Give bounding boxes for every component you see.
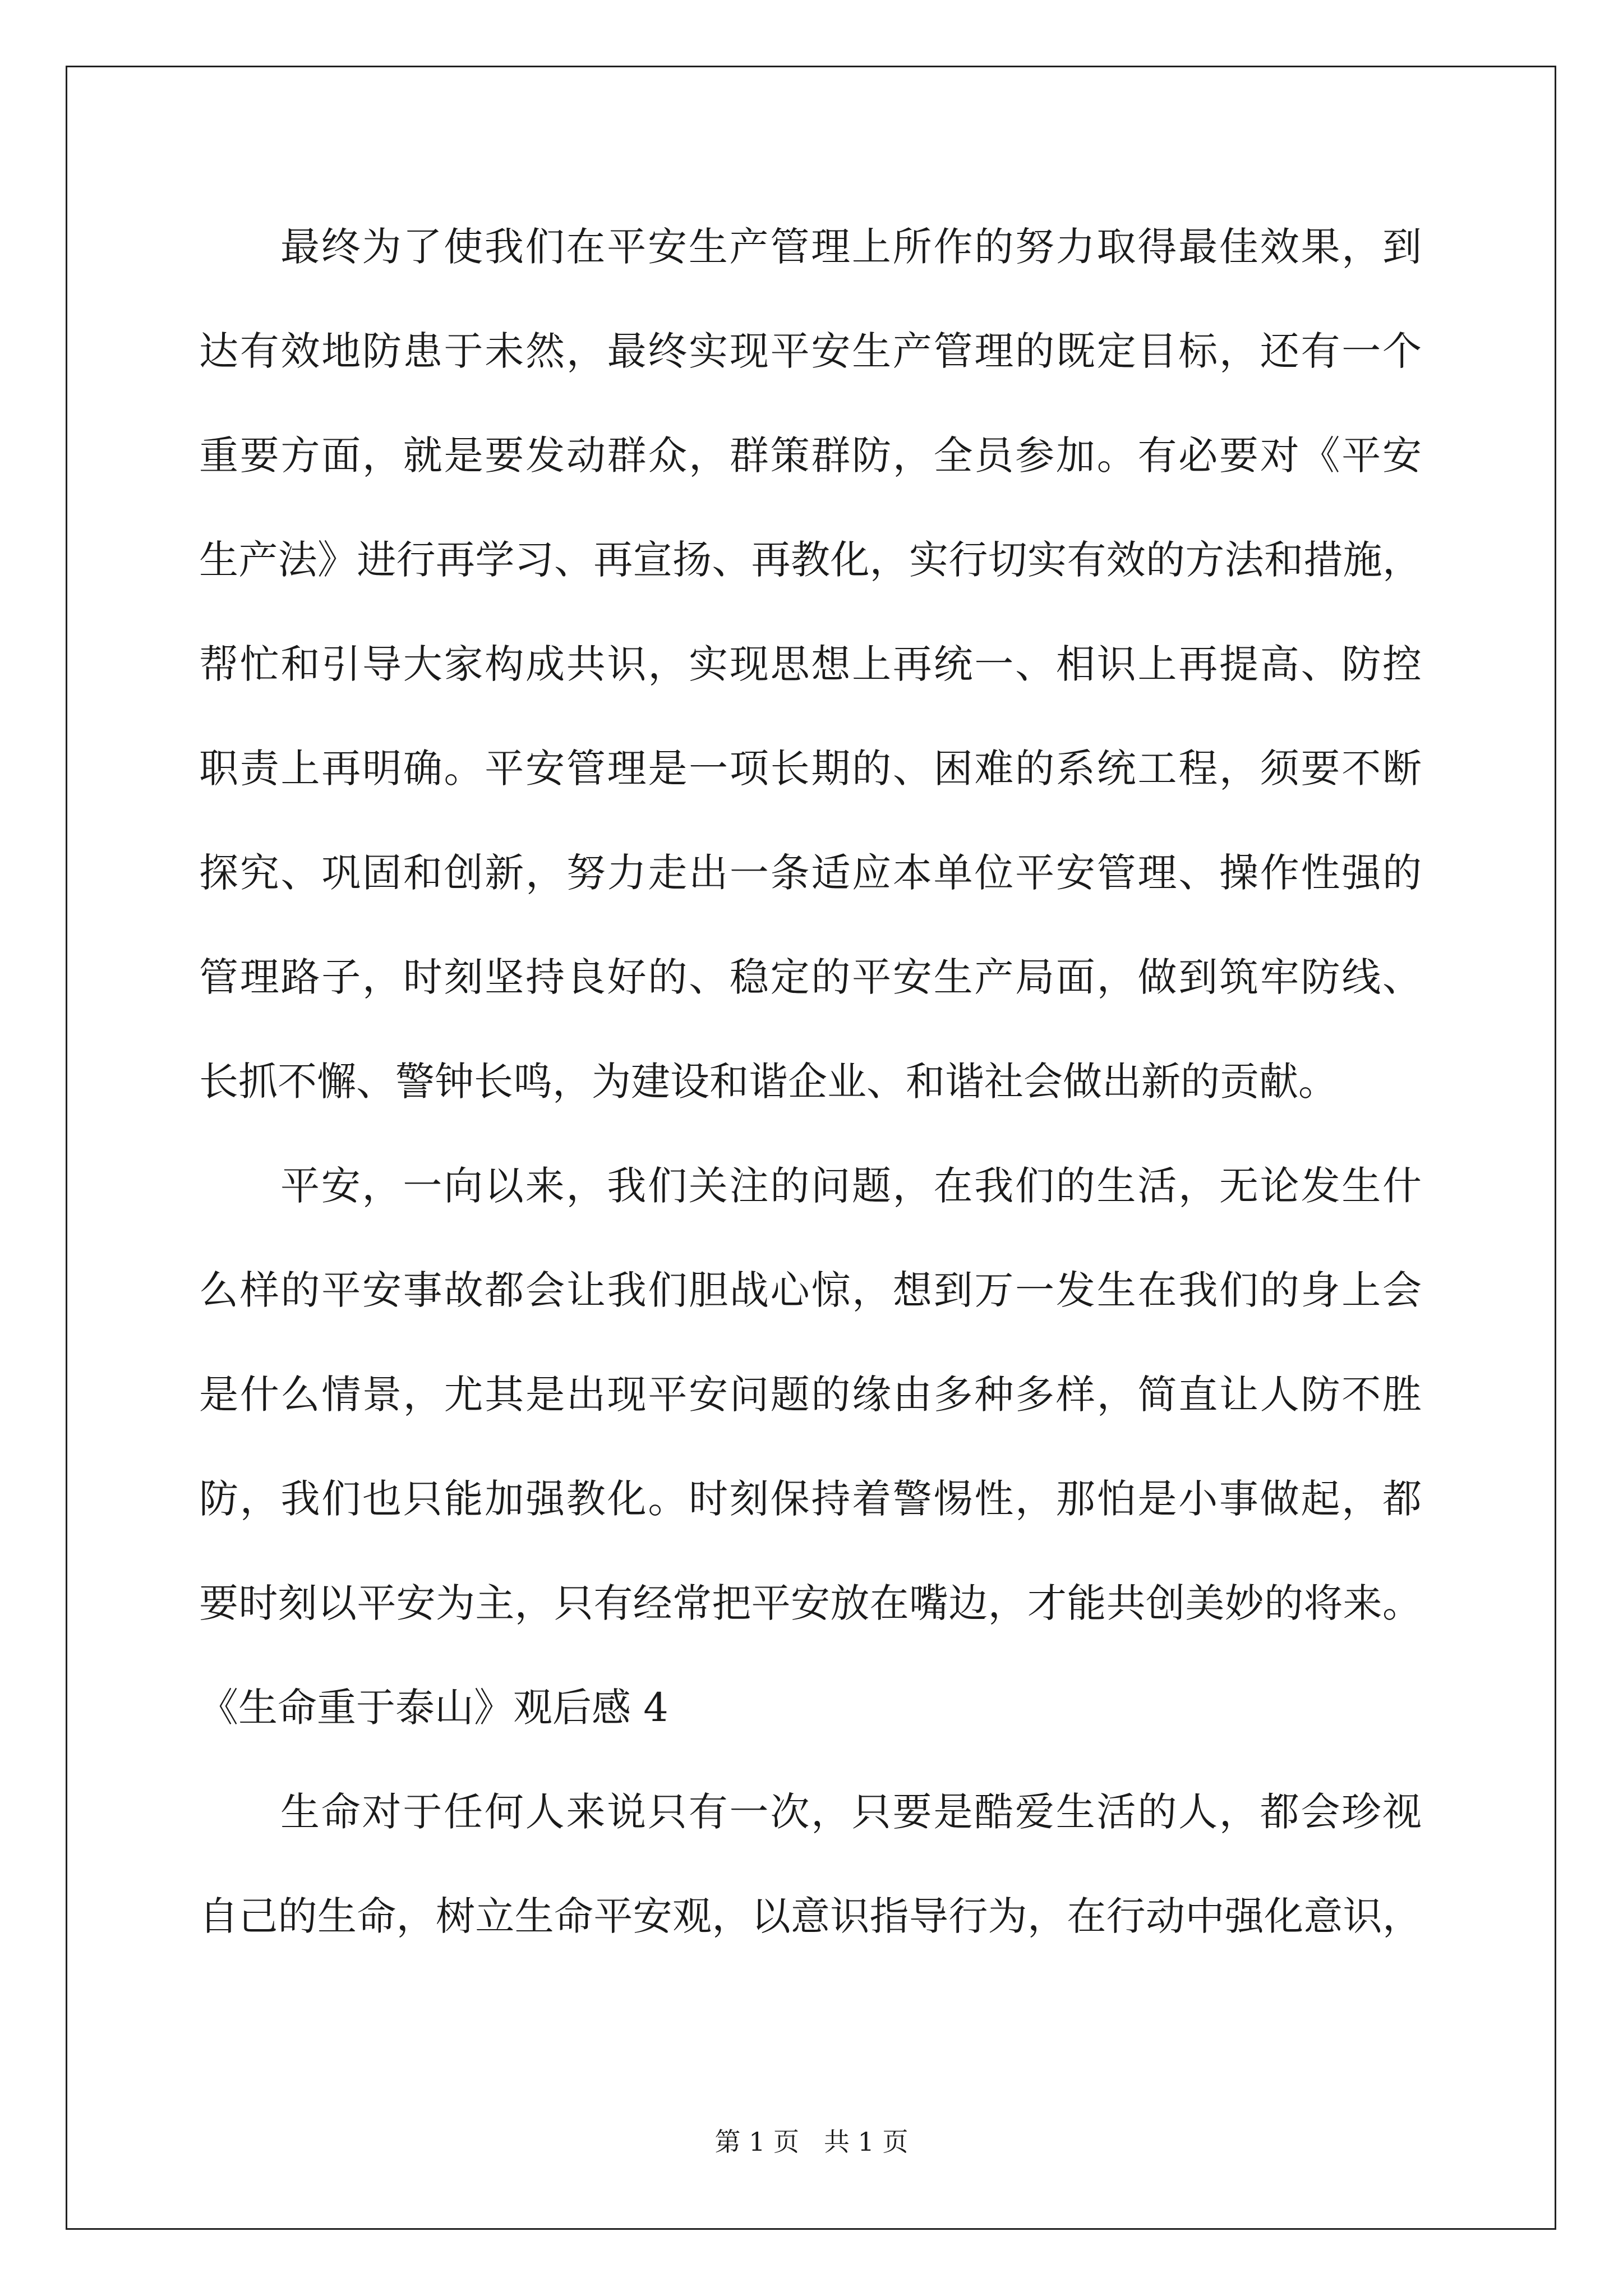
paragraph-1-line-6: 职责上再明确。平安管理是一项长期的、困难的系统工程，须要不断 bbox=[199, 746, 1422, 792]
paragraph-3-line-1: 生命对于任何人来说只有一次，只要是酷爱生活的人，都会珍视 bbox=[280, 1789, 1422, 1835]
paragraph-1-line-8: 管理路子，时刻坚持良好的、稳定的平安生产局面，做到筑牢防线、 bbox=[199, 954, 1422, 1000]
paragraph-1-line-1: 最终为了使我们在平安生产管理上所作的努力取得最佳效果，到 bbox=[280, 224, 1422, 270]
paragraph-2-line-3: 是什么情景，尤其是出现平安问题的缘由多种多样，简直让人防不胜 bbox=[199, 1372, 1422, 1418]
page-total: 共 1 页 bbox=[823, 2127, 909, 2157]
paragraph-1-line-5: 帮忙和引导大家构成共识，实现思想上再统一、相识上再提高、防控 bbox=[199, 641, 1422, 687]
paragraph-1-line-7: 探究、巩固和创新，努力走出一条适应本单位平安管理、操作性强的 bbox=[199, 850, 1422, 896]
page-footer bbox=[0, 2125, 1623, 2159]
paragraph-3-line-2: 自己的生命，树立生命平安观，以意识指导行为，在行动中强化意识， bbox=[199, 1893, 1422, 1939]
paragraph-2-line-5: 要时刻以平安为主，只有经常把平安放在嘴边，才能共创美妙的将来。 bbox=[199, 1580, 1422, 1626]
paragraph-1-line-4: 生产法》进行再学习、再宣扬、再教化，实行切实有效的方法和措施， bbox=[199, 537, 1422, 583]
section-heading: 《生命重于泰山》观后感 4 bbox=[199, 1685, 668, 1731]
paragraph-2-line-1: 平安，一向以来，我们关注的问题，在我们的生活，无论发生什 bbox=[280, 1163, 1422, 1209]
paragraph-1-line-3: 重要方面，就是要发动群众，群策群防，全员参加。有必要对《平安 bbox=[199, 432, 1422, 478]
document-body bbox=[199, 216, 1422, 1990]
paragraph-1-line-2: 达有效地防患于未然，最终实现平安生产管理的既定目标，还有一个 bbox=[199, 328, 1422, 374]
paragraph-2-line-4: 防，我们也只能加强教化。时刻保持着警惕性，那怕是小事做起，都 bbox=[199, 1476, 1422, 1522]
paragraph-2-line-2: 么样的平安事故都会让我们胆战心惊，想到万一发生在我们的身上会 bbox=[199, 1267, 1422, 1313]
page-number: 第 1 页 bbox=[714, 2127, 800, 2157]
paragraph-1-line-9: 长抓不懈、警钟长鸣，为建设和谐企业、和谐社会做出新的贡献。 bbox=[199, 1059, 1338, 1105]
